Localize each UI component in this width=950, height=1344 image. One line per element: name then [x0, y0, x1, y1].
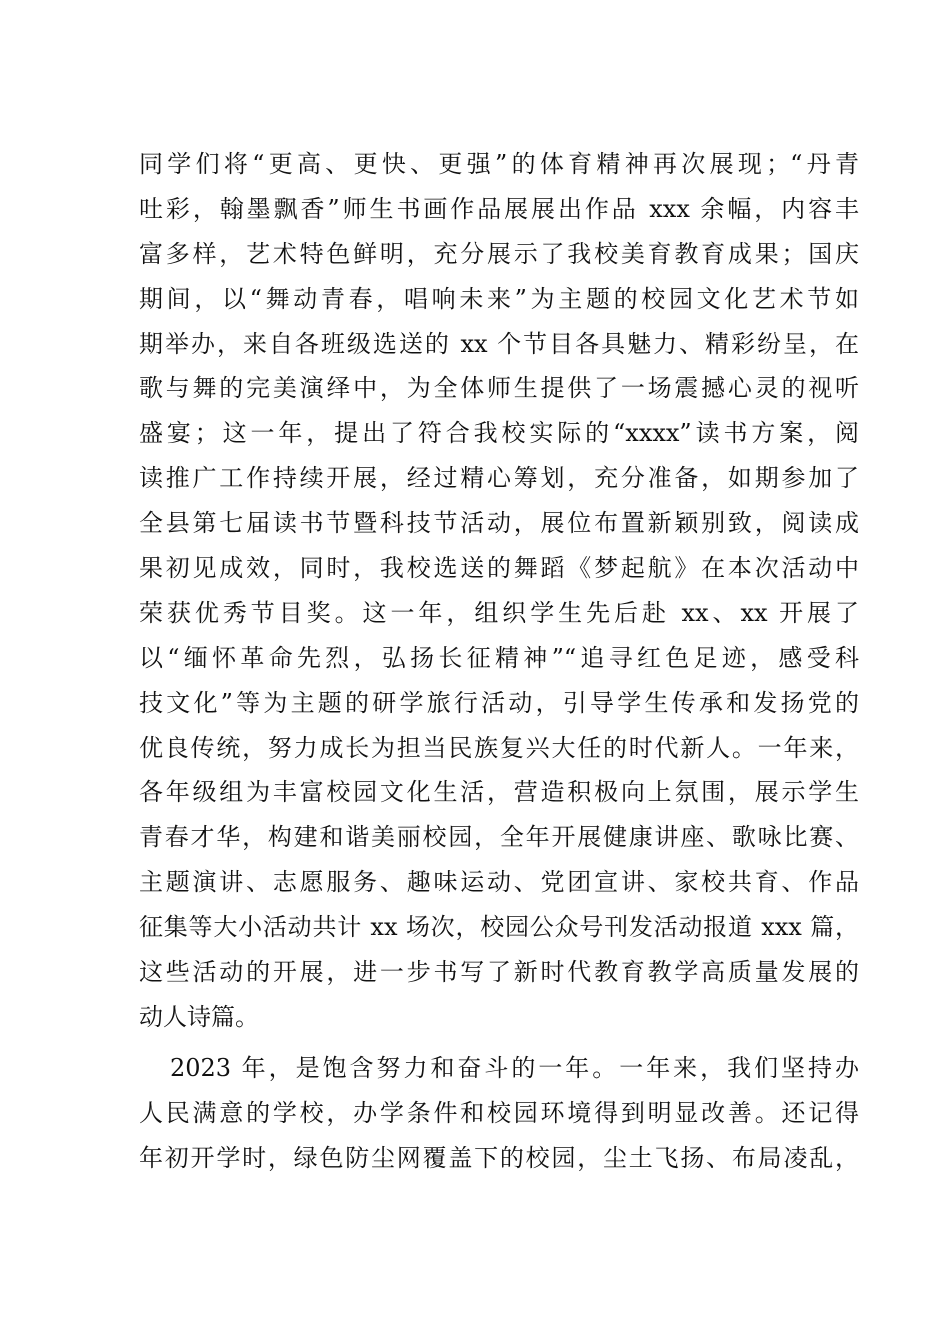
paragraph-1 [139, 142, 859, 1040]
text-line: 主题演讲、志愿服务、趣味运动、党团宣讲、家校共育、作品 [139, 868, 859, 897]
text-line: 荣获优秀节目奖。这一年，组织学生先后赴 xx、xx 开展了 [139, 598, 859, 627]
document-body [139, 142, 859, 1180]
text-line: 富多样，艺术特色鲜明，充分展示了我校美育教育成果；国庆 [139, 239, 859, 268]
text-line: 人民满意的学校，办学条件和校园环境得到明显改善。还记得 [139, 1098, 859, 1127]
text-line: 全县第七届读书节暨科技节活动，展位布置新颖别致，阅读成 [139, 509, 859, 538]
text-line: 年初开学时，绿色防尘网覆盖下的校园，尘土飞扬、布局凌乱， [139, 1143, 859, 1172]
text-line: 征集等大小活动共计 xx 场次，校园公众号刊发活动报道 xxx 篇， [139, 913, 859, 942]
text-line: 期举办，来自各班级选送的 xx 个节目各具魅力、精彩纷呈，在 [139, 329, 859, 358]
text-line: 2023 年，是饱含努力和奋斗的一年。一年来，我们坚持办 [170, 1053, 859, 1082]
text-line: 歌与舞的完美演绎中，为全体师生提供了一场震撼心灵的视听 [139, 374, 859, 403]
text-line: 读推广工作持续开展，经过精心筹划，充分准备，如期参加了 [139, 464, 859, 493]
text-line: 技文化”等为主题的研学旅行活动，引导学生传承和发扬党的 [139, 688, 859, 717]
text-line: 青春才华，构建和谐美丽校园，全年开展健康讲座、歌咏比赛、 [139, 823, 859, 852]
text-line: 期间，以“舞动青春，唱响未来”为主题的校园文化艺术节如 [139, 284, 859, 313]
text-line: 盛宴；这一年，提出了符合我校实际的“xxxx”读书方案，阅 [139, 419, 859, 448]
text-line: 各年级组为丰富校园文化生活，营造积极向上氛围，展示学生 [139, 778, 859, 807]
paragraph-2 [139, 1046, 859, 1181]
text-line: 以“缅怀革命先烈，弘扬长征精神”“追寻红色足迹，感受科 [139, 643, 859, 672]
text-line: 同学们将“更高、更快、更强”的体育精神再次展现；“丹青 [139, 150, 859, 178]
text-line: 吐彩，翰墨飘香”师生书画作品展展出作品 xxx 余幅，内容丰 [139, 194, 859, 223]
text-line: 这些活动的开展，进一步书写了新时代教育教学高质量发展的 [139, 958, 859, 987]
text-line: 果初见成效，同时，我校选送的舞蹈《梦起航》在本次活动中 [139, 554, 859, 583]
text-line: 优良传统，努力成长为担当民族复兴大任的时代新人。一年来， [139, 733, 859, 762]
text-line: 动人诗篇。 [139, 1002, 259, 1031]
